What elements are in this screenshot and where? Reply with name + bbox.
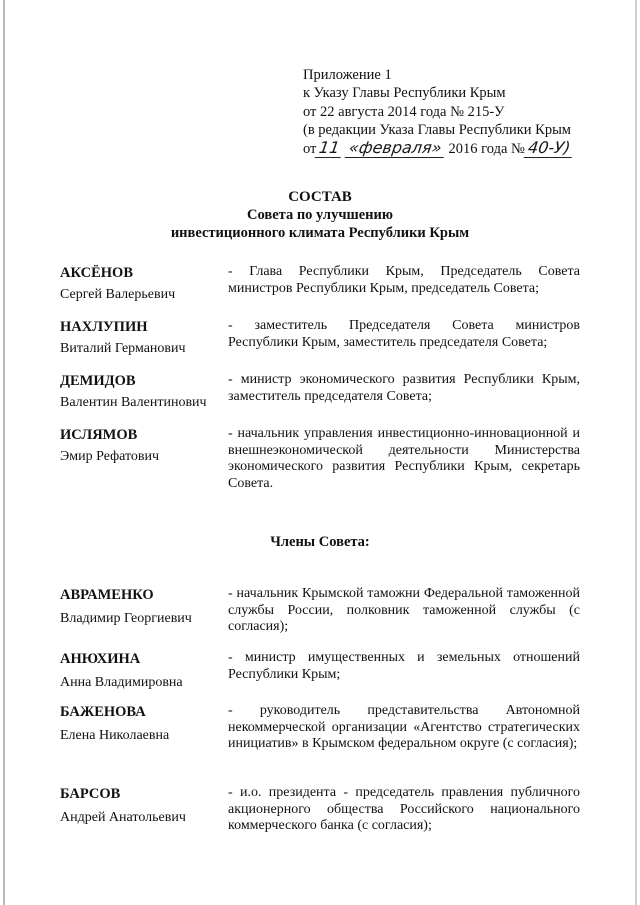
- appendix-line-4: (в редакции Указа Главы Республики Крым: [303, 121, 571, 138]
- member-given-name: Владимир Георгиевич: [60, 611, 192, 626]
- member-role: - и.о. президента - председатель правления публичного акционерного общества Российского национального коммерческого банка (с согласия);: [228, 785, 580, 834]
- leadership-entry: [60, 372, 580, 412]
- appendix-line-3: от 22 августа 2014 года № 215-У: [303, 103, 505, 120]
- member-surname: ИСЛЯМОВ: [60, 427, 138, 443]
- member-surname: АВРАМЕНКО: [60, 587, 154, 603]
- scan-edge-right: [635, 0, 637, 905]
- member-surname: АНЮХИНА: [60, 651, 141, 667]
- handwritten-decree-number: 40-У): [524, 139, 575, 158]
- members-section-title: Члены Совета:: [270, 534, 370, 550]
- member-given-name: Валентин Валентинович: [60, 395, 207, 410]
- member-surname: АКСЁНОВ: [60, 265, 133, 281]
- member-role: - руководитель представительства Автономной некоммерческой организации «Агентство стратегических инициатив» в Крымском федеральном округе (с согласия);: [228, 703, 580, 752]
- appendix-line-1: Приложение 1: [303, 67, 392, 83]
- member-given-name: Анна Владимировна: [60, 675, 183, 690]
- member-role: - министр экономического развития Республики Крым, заместитель председателя Совета;: [228, 372, 580, 404]
- leadership-entry: [60, 426, 580, 496]
- member-role: - заместитель Председателя Совета министров Республики Крым, заместитель председателя Совета;: [228, 318, 580, 350]
- member-given-name: Эмир Рефатович: [60, 449, 160, 464]
- appendix-date-prefix: от: [303, 141, 317, 158]
- scan-edge-left: [3, 0, 5, 905]
- leadership-entry: [60, 264, 580, 304]
- appendix-date-year: 2016 года №: [448, 141, 525, 158]
- member-entry: [60, 785, 580, 840]
- member-surname: БАРСОВ: [60, 786, 121, 802]
- member-role: - Глава Республики Крым, Председатель Совета министров Республики Крым, председатель Совета;: [228, 264, 580, 296]
- handwritten-day: 11: [315, 139, 344, 158]
- member-role: - начальник управления инвестиционно-инновационной и внешнеэкономической деятельности Министерства экономического развития Республики Крым, секретарь Совета.: [228, 426, 580, 491]
- document-title: [0, 188, 640, 242]
- appendix-line-2: к Указу Главы Республики Крым: [303, 85, 506, 102]
- member-surname: ДЕМИДОВ: [60, 373, 136, 389]
- member-role: - министр имущественных и земельных отношений Республики Крым;: [228, 650, 580, 682]
- member-entry: [60, 650, 580, 690]
- member-given-name: Елена Николаевна: [60, 728, 170, 743]
- member-surname: БАЖЕНОВА: [60, 704, 146, 720]
- leadership-entry: [60, 318, 580, 358]
- member-given-name: Андрей Анатольевич: [60, 810, 186, 825]
- member-given-name: Виталий Германович: [60, 341, 186, 356]
- title-line-3: инвестиционного климата Республики Крым: [170, 225, 470, 241]
- member-role: - начальник Крымской таможни Федеральной таможенной службы России, полковник таможенной службы (с согласия);: [228, 586, 580, 635]
- appendix-header: [303, 66, 623, 158]
- handwritten-month: «февраля»: [345, 139, 446, 158]
- member-given-name: Сергей Валерьевич: [60, 287, 176, 302]
- title-line-2: Совета по улучшению: [247, 207, 393, 223]
- appendix-line-5: [303, 139, 623, 158]
- member-entry: [60, 703, 580, 773]
- member-entry: [60, 586, 580, 641]
- member-surname: НАХЛУПИН: [60, 319, 148, 335]
- title-line-1: СОСТАВ: [288, 189, 352, 205]
